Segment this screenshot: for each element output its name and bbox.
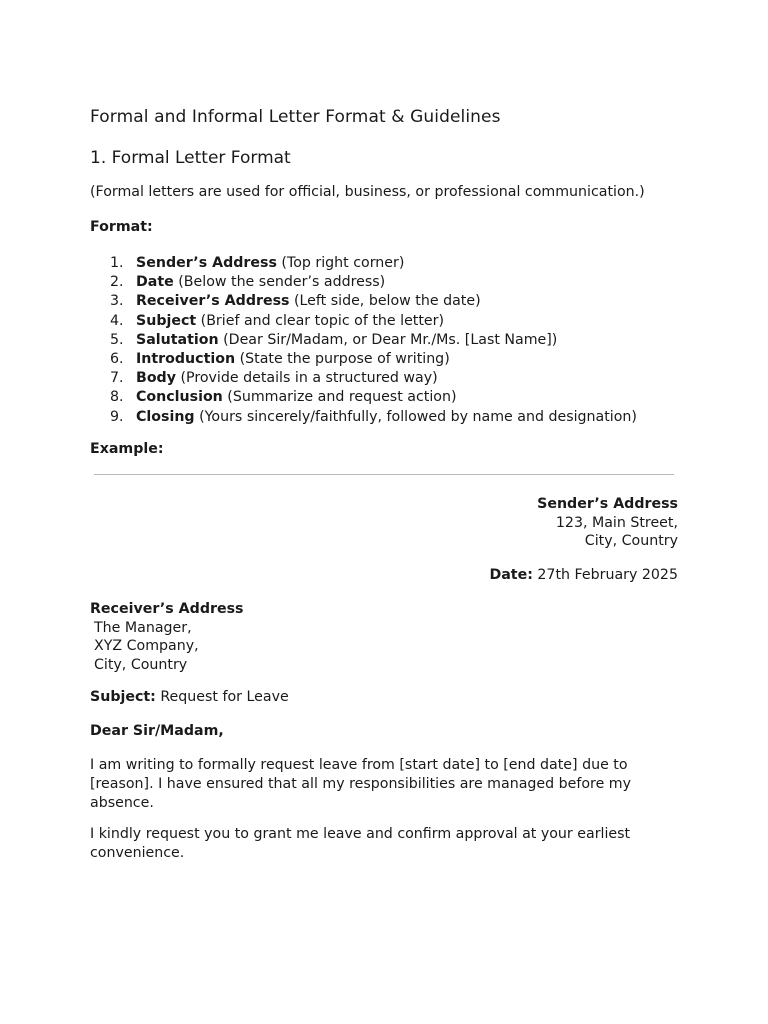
list-number: 8. [110, 389, 124, 406]
list-desc: (Dear Sir/Madam, or Dear Mr./Ms. [Last Name]) [218, 331, 558, 348]
list-item [90, 350, 637, 369]
list-term: Closing [136, 408, 195, 425]
list-term: Body [136, 370, 176, 387]
sender-address-block [537, 495, 678, 551]
subject-label: Subject: [90, 689, 156, 705]
subject-value: Request for Leave [155, 689, 289, 705]
list-item [90, 331, 637, 350]
divider [94, 474, 674, 475]
list-item [90, 369, 637, 388]
list-desc: (State the purpose of writing) [235, 350, 450, 367]
sender-address-line: 123, Main Street, [555, 514, 678, 531]
format-list [90, 254, 637, 427]
list-desc: (Top right corner) [276, 255, 405, 271]
date-line [489, 566, 678, 585]
document-title: Formal and Informal Letter Format & Guidelines [90, 107, 501, 127]
list-item [90, 388, 637, 407]
list-term: Subject [136, 312, 197, 329]
receiver-address-line: The Manager, [94, 619, 192, 636]
list-desc: (Summarize and request action) [222, 389, 457, 406]
receiver-address-line: XYZ Company, [94, 638, 199, 654]
list-term: Date [136, 274, 174, 291]
sender-address-label: Sender’s Address [537, 496, 678, 512]
list-term: Sender’s Address [136, 255, 277, 271]
list-number: 6. [110, 350, 124, 367]
list-item [90, 292, 637, 311]
receiver-address-label: Receiver’s Address [90, 601, 244, 617]
list-term: Introduction [136, 350, 236, 367]
list-term: Conclusion [136, 389, 223, 406]
list-number: 5. [110, 331, 124, 348]
list-item [90, 254, 637, 273]
list-desc: (Yours sincerely/faithfully, followed by name and designation) [194, 408, 637, 425]
list-number: 2. [110, 274, 124, 291]
letter-paragraph: I am writing to formally request leave from [start date] to [end date] due to [reason]. I have ensured that all my responsibilities are managed before my absence. [90, 757, 632, 811]
list-number: 4. [110, 312, 124, 329]
list-number: 7. [110, 370, 124, 387]
section-intro: (Formal letters are used for official, business, or professional communication.) [90, 184, 645, 200]
example-label: Example: [90, 441, 164, 457]
list-item [90, 408, 637, 427]
receiver-address-line: City, Country [94, 656, 188, 673]
list-term: Receiver’s Address [136, 293, 290, 310]
subject-line [90, 688, 289, 707]
list-term: Salutation [136, 331, 219, 348]
list-desc: (Left side, below the date) [289, 293, 481, 310]
list-desc: (Provide details in a structured way) [175, 370, 438, 387]
list-desc: (Brief and clear topic of the letter) [196, 312, 445, 329]
list-number: 3. [110, 293, 124, 310]
list-item [90, 273, 637, 292]
section-heading: 1. Formal Letter Format [90, 148, 291, 168]
receiver-address-block [90, 600, 243, 674]
date-label: Date: [489, 567, 533, 583]
list-desc: (Below the sender’s address) [173, 274, 386, 291]
list-number: 1. [110, 255, 124, 271]
date-value: 27th February 2025 [532, 567, 678, 583]
list-number: 9. [110, 408, 124, 425]
salutation: Dear Sir/Madam, [90, 723, 224, 739]
sender-address-line: City, Country [584, 533, 678, 549]
list-item [90, 312, 637, 331]
letter-paragraph: I kindly request you to grant me leave and confirm approval at your earliest convenience. [90, 826, 631, 861]
format-label: Format: [90, 219, 153, 235]
